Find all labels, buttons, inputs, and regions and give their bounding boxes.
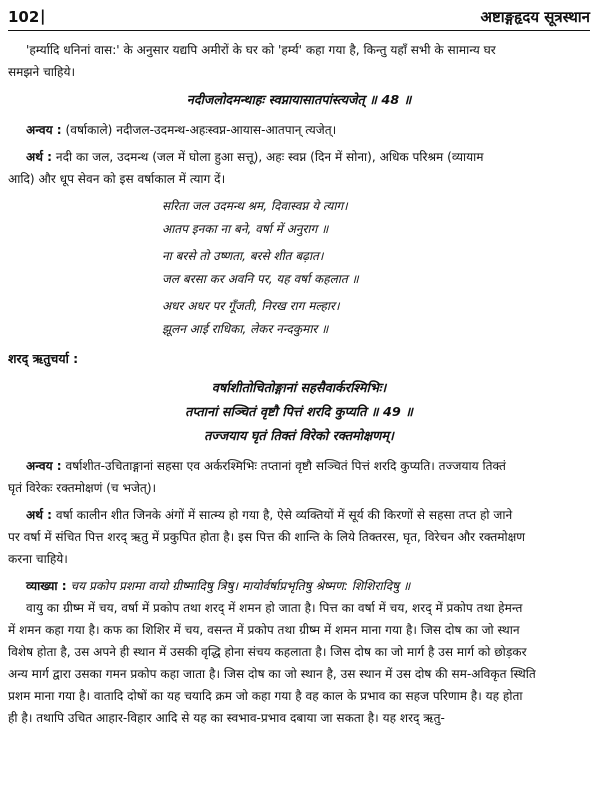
verse-49-line-2: तप्तानां सञ्चितं वृष्टौ पित्तं शरदि कुप्यति ॥ 49 ॥ bbox=[185, 405, 413, 420]
anvaya-49-label: अन्वय : bbox=[26, 459, 62, 473]
poem-line-1: सरिता जल उदमन्थ श्रम, दिवास्वप्न ये त्याग। bbox=[162, 199, 348, 213]
verse-49-line-1: वर्षाशीतोचितोङ्गानां सहसैवार्करश्मिभिः। bbox=[211, 381, 387, 396]
vyakhya-line-4: अन्य मार्ग द्वारा उसका गमन प्रकोप कहा जाता है। जिस दोष का जो स्थान है, उस स्थान में उस दोष की सम-अविकृत स्थिति bbox=[8, 667, 536, 681]
vyakhya-label: व्याख्या : bbox=[26, 579, 67, 593]
artha-48-line-2: आदि) और धूप सेवन को इस वर्षाकाल में त्याग दें। bbox=[8, 172, 226, 186]
vyakhya-line-5: प्रशम माना गया है। वातादि दोषों का यह चयादि क्रम जो कहा गया है वह काल के प्रभाव का सहज परिणाम है। यह होता bbox=[8, 689, 523, 703]
artha-48-label: अर्थ : bbox=[26, 150, 53, 164]
poem-line-2: आतप इनका ना बने, वर्षा में अनुराग ॥ bbox=[162, 222, 329, 236]
section-heading: शरद् ऋतुचर्या : bbox=[8, 351, 79, 366]
anvaya-48-label: अन्वय : bbox=[26, 123, 62, 137]
poem-line-4: जल बरसा कर अवनि पर, यह वर्षा कहलात ॥ bbox=[162, 272, 359, 286]
poem-line-3: ना बरसे तो उष्णता, बरसे शीत बढ़ात। bbox=[162, 249, 324, 263]
artha-49 bbox=[8, 504, 590, 570]
page-number: 102 bbox=[8, 8, 40, 26]
artha-48-line-1: नदी का जल, उदमन्थ (जल में घोला हुआ सत्तू), अहः स्वप्न (दिन में सोना), अधिक परिश्रम (व्यायाम bbox=[55, 150, 484, 164]
artha-49-line-1: वर्षा कालीन शीत जिनके अंगों में सात्म्य हो गया है, ऐसे व्यक्तियों में सूर्य की किरणों से सहसा तप्त हो जाने bbox=[55, 508, 513, 522]
anvaya-49-line-2: घृतं विरेकः रक्तमोक्षणं (च भजेत्)। bbox=[8, 481, 157, 495]
intro-line-2: समझने चाहिये। bbox=[8, 65, 76, 79]
poem-line-6: झूलन आई राधिका, लेकर नन्दकुमार ॥ bbox=[162, 322, 329, 336]
anvaya-48-text: (वर्षाकाले) नदीजल-उदमन्थ-अहःस्वप्न-आयास-आतपान् त्यजेत्। bbox=[65, 123, 337, 137]
vyakhya-line-3: विशेष होता है, उस अपने ही स्थान में उसकी वृद्धि होना संचय कहलाता है। जिस दोष का जो मार्ग है उस मार्ग को छोड़कर bbox=[8, 645, 527, 659]
page-body bbox=[8, 31, 590, 729]
anvaya-49 bbox=[8, 455, 590, 499]
verse-49-line-3: तज्जयाय घृतं तिक्तं विरेको रक्तमोक्षणम्। bbox=[204, 429, 394, 444]
anvaya-49-line-1: वर्षाशीत-उचिताङ्गानां सहसा एव अर्करश्मिभिः तप्तानां वृष्टौ सञ्चितं पित्तं शरदि कुप्यति। तज्जयाय तिक्तं bbox=[65, 459, 506, 473]
artha-49-line-2: पर वर्षा में संचित पित्त शरद् ऋतु में प्रकुपित होता है। इस पित्त की शान्ति के लिये तिक्तरस, घृत, विरेचन और रक्तमोक्षण bbox=[8, 530, 526, 544]
vyakhya-reference-verse: चय प्रकोप प्रशमा वायो ग्रीष्मादिषु त्रिषु। मायोर्वर्षाप्रभृतिषु श्रेष्मण: शिशिरादिषु ॥ bbox=[70, 579, 411, 593]
header-separator: | bbox=[40, 7, 46, 25]
artha-49-label: अर्थ : bbox=[26, 508, 53, 522]
anvaya-48 bbox=[8, 119, 590, 141]
running-title: अष्टाङ्गहृदय सूत्रस्थान bbox=[480, 8, 590, 26]
hindi-poem bbox=[162, 195, 590, 341]
page-header bbox=[8, 0, 590, 31]
vyakhya-line-6: ही है। तथापि उचित आहार-विहार आदि से यह का स्वभाव-प्रभाव दबाया जा सकता है। यह शरद् ऋतु- bbox=[8, 711, 445, 725]
artha-49-line-3: करना चाहिये। bbox=[8, 552, 68, 566]
verse-49 bbox=[8, 377, 590, 449]
vyakhya-line-1: वायु का ग्रीष्म में चय, वर्षा में प्रकोप तथा शरद् में शमन हो जाता है। पित्त का वर्षा में चय, शरद् में प्रकोप तथा हेमन्त bbox=[26, 601, 523, 615]
verse-48: नदीजलोदमन्थाहः स्वप्नायासातपांस्त्यजेत् ॥ 48 ॥ bbox=[186, 93, 412, 108]
vyakhya bbox=[8, 575, 590, 729]
intro-paragraph bbox=[8, 39, 590, 83]
poem-line-5: अधर अधर पर गूँजती, निरख राग मल्हार। bbox=[162, 299, 340, 313]
intro-line-1: 'हर्म्यादि धनिनां वास:' के अनुसार यद्यपि अमीरों के घर को 'हर्म्य' कहा गया है, किन्तु यहाँ सभी के सामान्य घर bbox=[26, 43, 496, 57]
artha-48 bbox=[8, 146, 590, 190]
vyakhya-line-2: में शमन कहा गया है। कफ का शिशिर में चय, वसन्त में प्रकोप तथा ग्रीष्म में शमन माना गया है। जिस दोष का जो स्थान bbox=[8, 623, 520, 637]
